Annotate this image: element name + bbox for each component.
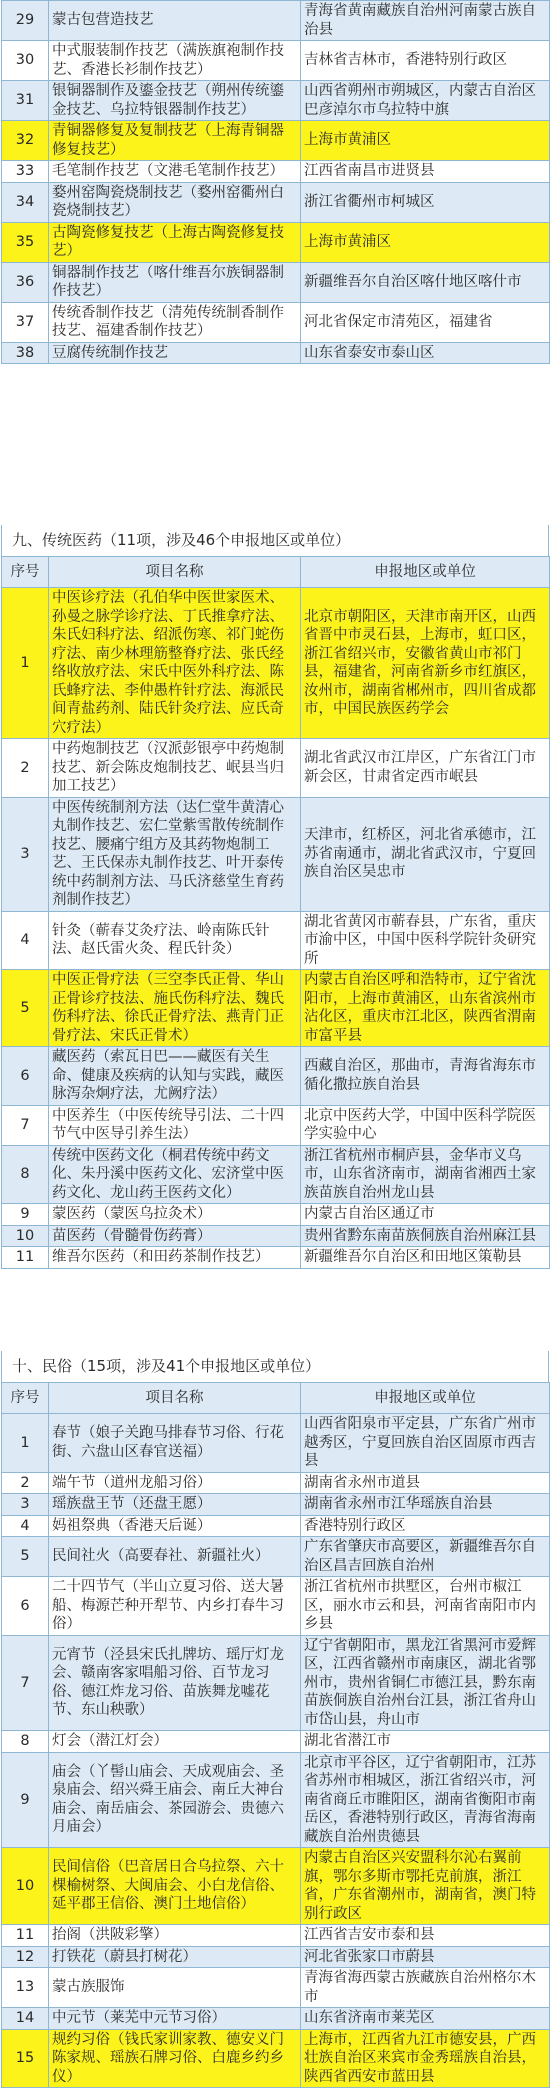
- item-region: 天津市，红桥区，河北省承德市，江苏省南通市，湖北省武汉市，宁夏回族自治区吴忠市: [301, 797, 550, 911]
- item-region: 湖南省永州市江华瑶族自治县: [301, 1494, 550, 1516]
- item-region: 香港特别行政区: [301, 1515, 550, 1537]
- item-name: 妈祖祭典（香港天后诞）: [49, 1515, 301, 1537]
- row-number: 15: [2, 2029, 49, 2088]
- row-number: 1: [2, 1414, 49, 1473]
- item-name: 蒙古包营造技艺: [49, 1, 301, 41]
- row-number: 7: [2, 1105, 49, 1145]
- table-row: [2, 1247, 550, 1269]
- item-region: 内蒙古自治区兴安盟科尔沁右翼前旗，鄂尔多斯市鄂托克前旗，浙江省，广东省潮州市，湖南省，澳门特别行政区: [301, 1848, 550, 1925]
- item-region: 内蒙古自治区呼和浩特市，辽宁省沈阳市，上海市黄浦区，山东省滨州市沾化区，重庆市江北区，陕西省渭南市富平县: [301, 970, 550, 1047]
- row-number: 11: [2, 1247, 49, 1269]
- item-name: 元宵节（泾县宋氏扎牌坊、瑶厅灯龙会、赣南客家唱船习俗、百节龙习俗、德江炸龙习俗、苗族舞龙嘘花节、东山秧歌）: [49, 1635, 301, 1731]
- row-number: 8: [2, 1145, 49, 1204]
- row-number: 1: [2, 588, 49, 739]
- table-row: [2, 1472, 550, 1494]
- item-name: 银铜器制作及鎏金技艺（朔州传统鎏金技艺、乌拉特银器制作技艺）: [49, 81, 301, 121]
- table-row: [2, 1537, 550, 1577]
- item-region: 山东省泰安市泰山区: [301, 342, 550, 364]
- row-number: 36: [2, 262, 49, 302]
- row-number: 31: [2, 81, 49, 121]
- table-row: [2, 588, 550, 739]
- header-no: 序号: [2, 557, 49, 588]
- table-header-row: [2, 1383, 550, 1414]
- table-row: [2, 182, 550, 222]
- item-name: 维吾尔医药（和田药茶制作技艺）: [49, 1247, 301, 1269]
- item-name: 毛笔制作技艺（文港毛笔制作技艺）: [49, 161, 301, 183]
- row-number: 29: [2, 1, 49, 41]
- item-region: 山东省济南市莱芜区: [301, 2008, 550, 2030]
- row-number: 2: [2, 1472, 49, 1494]
- item-region: 河北省张家口市蔚县: [301, 1946, 550, 1968]
- item-region: 上海市黄浦区: [301, 222, 550, 262]
- row-number: 30: [2, 41, 49, 81]
- item-region: 河北省保定市清苑区，福建省: [301, 302, 550, 342]
- item-name: 打铁花（蔚县打树花）: [49, 1946, 301, 1968]
- item-region: 山西省阳泉市平定县，广东省广州市越秀区，宁夏回族自治区固原市西吉县: [301, 1414, 550, 1473]
- item-region: 广东省肇庆市高要区，新疆维吾尔自治区昌吉回族自治州: [301, 1537, 550, 1577]
- item-name: 传统中医药文化（桐君传统中药文化、朱丹溪中医药文化、宏济堂中医药文化、龙山药王医药文化）: [49, 1145, 301, 1204]
- table-row: [2, 222, 550, 262]
- table-row: [2, 262, 550, 302]
- table-traditional-crafts: [1, 0, 550, 364]
- row-number: 4: [2, 1515, 49, 1537]
- item-name: 铜器制作技艺（喀什维吾尔族铜器制作技艺）: [49, 262, 301, 302]
- item-name: 春节（娘子关跑马排春节习俗、行花街、六盘山区春官送福）: [49, 1414, 301, 1473]
- table-row: [2, 970, 550, 1047]
- table-row: [2, 41, 550, 81]
- row-number: 2: [2, 739, 49, 798]
- item-region: 浙江省衢州市柯城区: [301, 182, 550, 222]
- item-region: 浙江省杭州市桐庐县，金华市义乌市，山东省济南市，湖南省湘西土家族苗族自治州龙山县: [301, 1145, 550, 1204]
- row-number: 6: [2, 1577, 49, 1636]
- table-row: [2, 911, 550, 970]
- header-name: 项目名称: [49, 557, 301, 588]
- row-number: 9: [2, 1204, 49, 1226]
- table-row: [2, 1577, 550, 1636]
- row-number: 10: [2, 1225, 49, 1247]
- table-row: [2, 1946, 550, 1968]
- item-region: 北京中医药大学，中国中医科学院医学实验中心: [301, 1105, 550, 1145]
- item-name: 豆腐传统制作技艺: [49, 342, 301, 364]
- table-row: [2, 1047, 550, 1106]
- item-region: 山西省朔州市朔城区，内蒙古自治区巴彦淖尔市乌拉特中旗: [301, 81, 550, 121]
- item-region: 湖北省黄冈市蕲春县，广东省，重庆市渝中区，中国中医科学院针灸研究所: [301, 911, 550, 970]
- item-name: 中式服装制作技艺（满族旗袍制作技艺、香港长衫制作技艺）: [49, 41, 301, 81]
- row-number: 38: [2, 342, 49, 364]
- table-row: [2, 1145, 550, 1204]
- table-row: [2, 161, 550, 183]
- item-name: 二十四节气（半山立夏习俗、送大暑船、梅源芒种开犁节、内乡打春牛习俗）: [49, 1577, 301, 1636]
- item-region: 湖南省永州市道县: [301, 1472, 550, 1494]
- row-number: 12: [2, 1946, 49, 1968]
- row-number: 3: [2, 797, 49, 911]
- header-region: 申报地区或单位: [301, 557, 550, 588]
- row-number: 9: [2, 1752, 49, 1848]
- section-title-traditional-medicine: 九、传统医药（11项，涉及46个申报地区或单位）: [1, 525, 549, 556]
- table-row: [2, 121, 550, 161]
- table-header-row: [2, 557, 550, 588]
- table-row: [2, 2008, 550, 2030]
- row-number: 3: [2, 1494, 49, 1516]
- item-region: 新疆维吾尔自治区和田地区策勒县: [301, 1247, 550, 1269]
- row-number: 6: [2, 1047, 49, 1106]
- item-name: 中医诊疗法（孔伯华中医世家医术、孙曼之脉学诊疗法、丁氏推拿疗法、朱氏妇科疗法、绍派伤寒、祁门蛇伤疗法、南少林理筋整脊疗法、张氏经络收放疗法、宋氏中医外科疗法、陈氏蜂疗法、李仲愚杵针疗法、海派民间青盐药剂、陆氏针灸疗法、应氏奇穴疗法）: [49, 588, 301, 739]
- row-number: 33: [2, 161, 49, 183]
- row-number: 5: [2, 1537, 49, 1577]
- table-row: [2, 1968, 550, 2008]
- item-name: 中医传统制剂方法（达仁堂牛黄清心丸制作技艺、宏仁堂紫雪散传统制作技艺、腰痛宁组方及其药物炮制工艺、王氏保赤丸制作技艺、叶开泰传统中药制剂方法、马氏济慈堂生育药剂制作技艺）: [49, 797, 301, 911]
- item-name: 中医养生（中医传统导引法、二十四节气中医导引养生法）: [49, 1105, 301, 1145]
- item-region: 北京市平谷区，辽宁省朝阳市，江苏省苏州市相城区，浙江省绍兴市，河南省商丘市睢阳区，湖南省衡阳市南岳区，香港特别行政区，青海省海南藏族自治州贵德县: [301, 1752, 550, 1848]
- item-name: 婺州窑陶瓷烧制技艺（婺州窑衢州白瓷烧制技艺）: [49, 182, 301, 222]
- item-region: 浙江省杭州市拱墅区，台州市椒江区，丽水市云和县，河南省南阳市内乡县: [301, 1577, 550, 1636]
- item-name: 针灸（蕲春艾灸疗法、岭南陈氏针法、赵氏雷火灸、程氏针灸）: [49, 911, 301, 970]
- table-row: [2, 1752, 550, 1848]
- header-name: 项目名称: [49, 1383, 301, 1414]
- table-row: [2, 342, 550, 364]
- item-name: 传统香制作技艺（清苑传统制香制作技艺、福建香制作技艺）: [49, 302, 301, 342]
- row-number: 10: [2, 1848, 49, 1925]
- item-name: 蒙医药（蒙医乌拉灸术）: [49, 1204, 301, 1226]
- item-name: 规约习俗（钱氏家训家教、德安义门陈家规、瑶族石牌习俗、白鹿乡约乡仪）: [49, 2029, 301, 2088]
- row-number: 34: [2, 182, 49, 222]
- item-region: 上海市，江西省九江市德安县，广西壮族自治区来宾市金秀瑶族自治县，陕西省西安市蓝田县: [301, 2029, 550, 2088]
- table-folk-customs: [1, 1382, 550, 2088]
- item-region: 上海市黄浦区: [301, 121, 550, 161]
- item-region: 湖北省武汉市江岸区，广东省江门市新会区，甘肃省定西市岷县: [301, 739, 550, 798]
- table-row: [2, 1204, 550, 1226]
- item-name: 藏医药（索瓦日巴——藏医有关生命、健康及疾病的认知与实践，藏医脉泻杂炯疗法，尤阙疗法）: [49, 1047, 301, 1106]
- item-region: 西藏自治区，那曲市，青海省海东市循化撒拉族自治县: [301, 1047, 550, 1106]
- item-name: 中药炮制技艺（汉派彭银亭中药炮制技艺、新会陈皮炮制技艺、岷县当归加工技艺）: [49, 739, 301, 798]
- item-name: 灯会（潜江灯会）: [49, 1731, 301, 1753]
- item-name: 民间信俗（巴音居日合乌拉祭、六十棵榆树祭、大闽庙会、小白龙信俗、延平郡王信俗、澳门土地信俗）: [49, 1848, 301, 1925]
- row-number: 5: [2, 970, 49, 1047]
- item-region: 新疆维吾尔自治区喀什地区喀什市: [301, 262, 550, 302]
- table-row: [2, 1635, 550, 1731]
- table-row: [2, 1515, 550, 1537]
- row-number: 4: [2, 911, 49, 970]
- section-title-folk-customs: 十、民俗（15项，涉及41个申报地区或单位）: [1, 1351, 549, 1382]
- item-region: 江西省吉安市泰和县: [301, 1925, 550, 1947]
- table-row: [2, 1731, 550, 1753]
- row-number: 35: [2, 222, 49, 262]
- item-region: 吉林省吉林市，香港特别行政区: [301, 41, 550, 81]
- table-row: [2, 1105, 550, 1145]
- row-number: 14: [2, 2008, 49, 2030]
- item-name: 抬阁（洪陂彩擎）: [49, 1925, 301, 1947]
- item-name: 端午节（道州龙船习俗）: [49, 1472, 301, 1494]
- item-name: 苗医药（骨髓骨伤药膏）: [49, 1225, 301, 1247]
- table-row: [2, 302, 550, 342]
- item-region: 青海省黄南藏族自治州河南蒙古族自治县: [301, 1, 550, 41]
- item-region: 辽宁省朝阳市，黑龙江省黑河市爱辉区，江西省赣州市南康区，湖北省鄂州市，贵州省铜仁市德江县，黔东南苗族侗族自治州台江县，浙江省舟山市岱山县，舟山市: [301, 1635, 550, 1731]
- item-region: 青海省海西蒙古族藏族自治州格尔木市: [301, 1968, 550, 2008]
- row-number: 11: [2, 1925, 49, 1947]
- item-name: 庙会（丫髻山庙会、天成观庙会、圣泉庙会、绍兴舜王庙会、南丘大神台庙会、南岳庙会、茶园游会、贵德六月庙会）: [49, 1752, 301, 1848]
- item-name: 中元节（莱芜中元节习俗）: [49, 2008, 301, 2030]
- table-row: [2, 739, 550, 798]
- row-number: 37: [2, 302, 49, 342]
- row-number: 32: [2, 121, 49, 161]
- header-region: 申报地区或单位: [301, 1383, 550, 1414]
- item-name: 青铜器修复及复制技艺（上海青铜器修复技艺）: [49, 121, 301, 161]
- item-name: 瑶族盘王节（还盘王愿）: [49, 1494, 301, 1516]
- table-row: [2, 1494, 550, 1516]
- row-number: 7: [2, 1635, 49, 1731]
- item-region: 贵州省黔东南苗族侗族自治州麻江县: [301, 1225, 550, 1247]
- table-row: [2, 1225, 550, 1247]
- table-row: [2, 1, 550, 41]
- table-row: [2, 2029, 550, 2088]
- table-traditional-medicine: [1, 556, 550, 1269]
- table-row: [2, 81, 550, 121]
- item-region: 湖北省潜江市: [301, 1731, 550, 1753]
- header-no: 序号: [2, 1383, 49, 1414]
- row-number: 13: [2, 1968, 49, 2008]
- item-name: 民间社火（高要春社、新疆社火）: [49, 1537, 301, 1577]
- item-region: 北京市朝阳区，天津市南开区，山西省晋中市灵石县，上海市，虹口区，浙江省绍兴市，安徽省黄山市祁门县，福建省，河南省新乡市红旗区，汝州市，湖南省郴州市，四川省成都市，中国民族医药学会: [301, 588, 550, 739]
- table-row: [2, 1414, 550, 1473]
- table-row: [2, 1925, 550, 1947]
- table-row: [2, 797, 550, 911]
- item-region: 江西省南昌市进贤县: [301, 161, 550, 183]
- table-row: [2, 1848, 550, 1925]
- item-region: 内蒙古自治区通辽市: [301, 1204, 550, 1226]
- row-number: 8: [2, 1731, 49, 1753]
- item-name: 古陶瓷修复技艺（上海古陶瓷修复技艺）: [49, 222, 301, 262]
- item-name: 蒙古族服饰: [49, 1968, 301, 2008]
- item-name: 中医正骨疗法（三空李氏正骨、华山正骨诊疗技法、施氏伤科疗法、魏氏伤科疗法、徐氏正骨疗法、燕青门正骨疗法、宋氏正骨术）: [49, 970, 301, 1047]
